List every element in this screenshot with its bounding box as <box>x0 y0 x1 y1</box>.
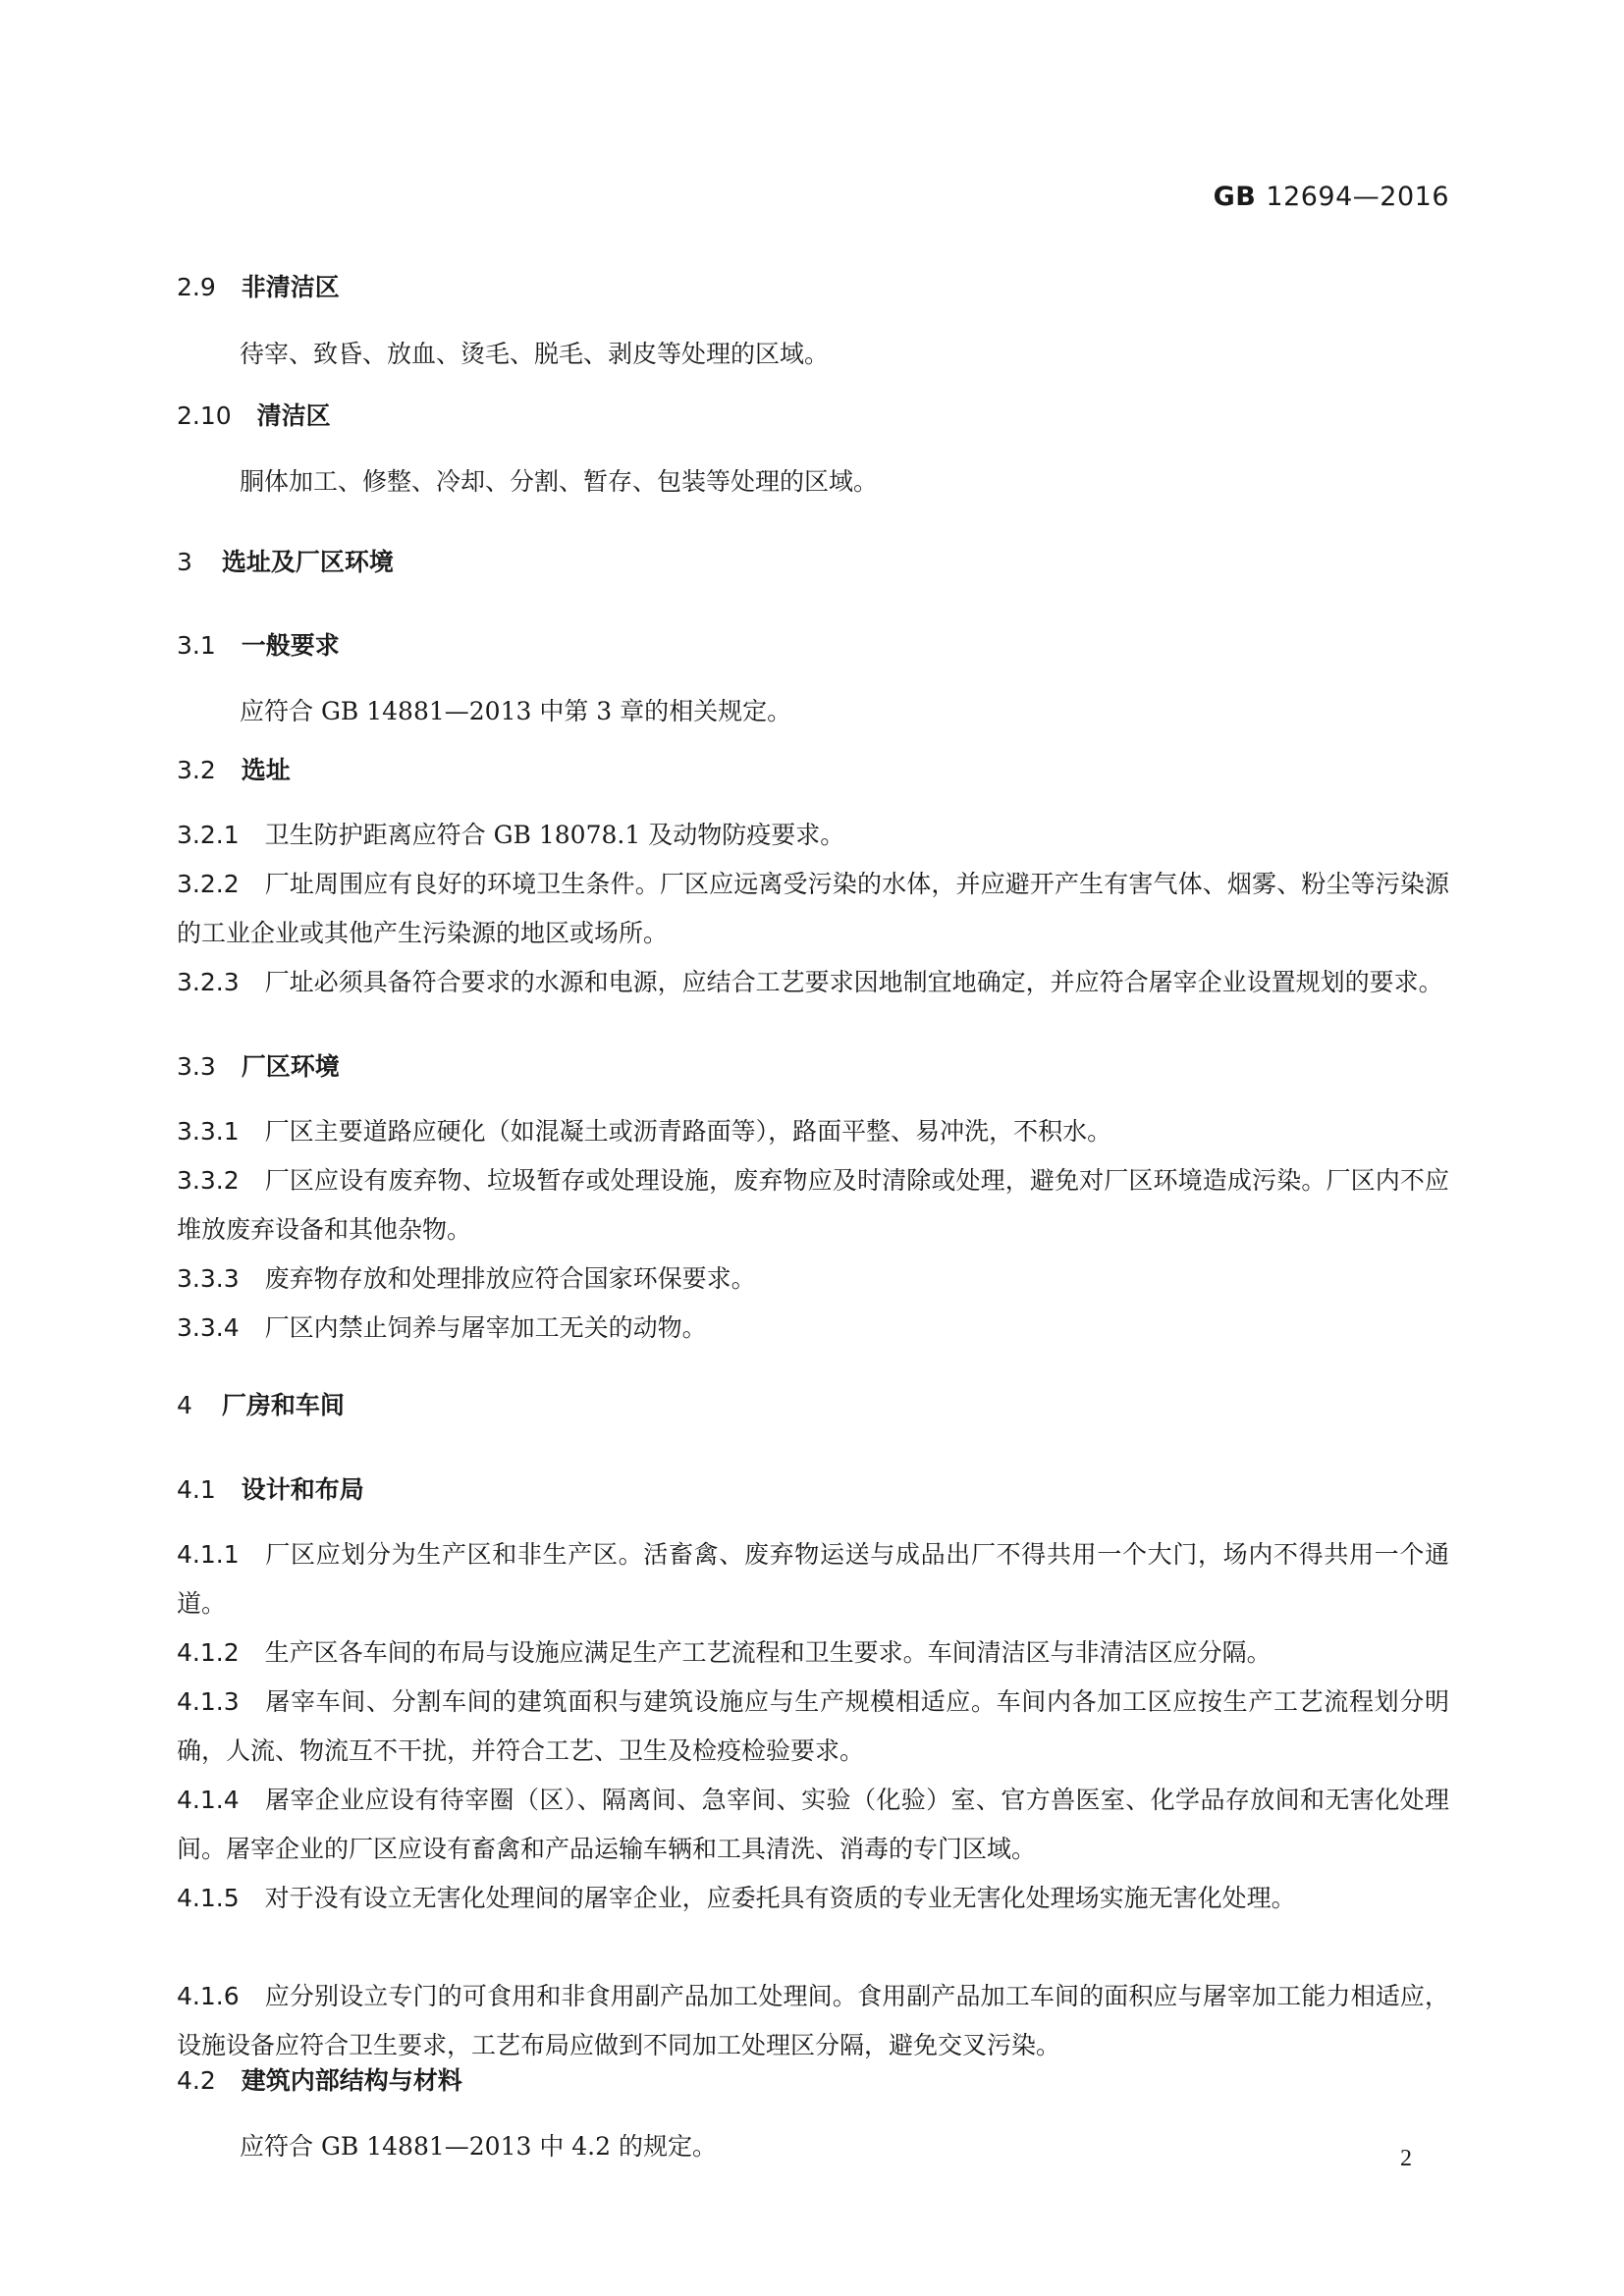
clause-text: 生产区各车间的布局与设施应满足生产工艺流程和卫生要求。车间清洁区与非清洁区应分隔。 <box>264 1638 1272 1667</box>
section-number: 2.10 <box>177 401 232 430</box>
clause-4-1-1 <box>177 1530 1449 1629</box>
clause-number: 4.1.4 <box>177 1786 240 1814</box>
section-title: 非清洁区 <box>241 273 340 301</box>
heading-3-1 <box>177 626 1449 666</box>
clause-number: 3.2.2 <box>177 870 240 898</box>
section-number: 4.1 <box>177 1475 216 1504</box>
clause-3-2-3 <box>177 958 1449 1007</box>
clause-4-1-5 <box>177 1874 1449 1923</box>
paragraph-2-9: 待宰、致昏、放血、烫毛、脱毛、剥皮等处理的区域。 <box>240 340 830 368</box>
clause-number: 3.2.3 <box>177 968 240 996</box>
clause-number: 3.3.2 <box>177 1166 240 1195</box>
clause-text: 应分别设立专门的可食用和非食用副产品加工处理间。食用副产品加工车间的面积应与屠宰加工能力相适应，设施设备应符合卫生要求，工艺布局应做到不同加工处理区分隔，避免交叉污染。 <box>177 1982 1449 2059</box>
section-number: 4.2 <box>177 2066 216 2095</box>
standard-code <box>1214 182 1449 212</box>
clause-text: 厂址必须具备符合要求的水源和电源，应结合工艺要求因地制宜地确定，并应符合屠宰企业设置规划的要求。 <box>264 968 1443 996</box>
clause-number: 3.3.3 <box>177 1264 240 1293</box>
section-number: 4 <box>177 1391 192 1419</box>
heading-3 <box>177 543 1449 582</box>
clause-number: 4.1.3 <box>177 1687 240 1716</box>
clause-3-3-2 <box>177 1156 1449 1255</box>
clause-text: 屠宰企业应设有待宰圈（区）、隔离间、急宰间、实验（化验）室、官方兽医室、化学品存放间和无害化处理间。屠宰企业的厂区应设有畜禽和产品运输车辆和工具清洗、消毒的专门区域。 <box>177 1786 1449 1863</box>
clause-number: 4.1.6 <box>177 1982 240 2010</box>
clause-text: 卫生防护距离应符合 GB 18078.1 及动物防疫要求。 <box>264 821 845 849</box>
standard-prefix: GB <box>1213 182 1257 212</box>
section-number: 3 <box>177 548 192 576</box>
paragraph-4-2: 应符合 GB 14881—2013 中 4.2 的规定。 <box>240 2132 717 2161</box>
clause-text: 厂区主要道路应硬化（如混凝土或沥青路面等），路面平整、易冲洗，不积水。 <box>264 1117 1112 1146</box>
clause-text: 厂区应设有废弃物、垃圾暂存或处理设施，废弃物应及时清除或处理，避免对厂区环境造成污染。厂区内不应堆放废弃设备和其他杂物。 <box>177 1166 1449 1244</box>
heading-2-10 <box>177 397 1449 436</box>
clause-3-2-1 <box>177 811 1449 860</box>
clause-3-3-1 <box>177 1107 1449 1156</box>
clause-number: 3.3.1 <box>177 1117 240 1146</box>
section-title: 选址 <box>241 756 291 784</box>
clause-number: 4.1.5 <box>177 1884 240 1912</box>
clause-4-1-4 <box>177 1776 1449 1874</box>
clause-text: 厂区内禁止饲养与屠宰加工无关的动物。 <box>264 1313 707 1342</box>
clause-3-3-3 <box>177 1255 1449 1304</box>
clause-text: 厂址周围应有良好的环境卫生条件。厂区应远离受污染的水体，并应避开产生有害气体、烟雾、粉尘等污染源的工业企业或其他产生污染源的地区或场所。 <box>177 870 1449 947</box>
clause-number: 3.3.4 <box>177 1313 240 1342</box>
clause-number: 4.1.2 <box>177 1638 240 1667</box>
heading-4-2 <box>177 2061 1449 2101</box>
section-title: 一般要求 <box>241 631 340 660</box>
clause-text: 废弃物存放和处理排放应符合国家环保要求。 <box>264 1264 756 1293</box>
paragraph-2-10: 胴体加工、修整、冷却、分割、暂存、包装等处理的区域。 <box>240 467 879 496</box>
clause-text: 屠宰车间、分割车间的建筑面积与建筑设施应与生产规模相适应。车间内各加工区应按生产工艺流程划分明确，人流、物流互不干扰，并符合工艺、卫生及检疫检验要求。 <box>177 1687 1449 1765</box>
clause-4-1-3 <box>177 1678 1449 1776</box>
heading-4 <box>177 1386 1449 1425</box>
clause-text: 对于没有设立无害化处理间的屠宰企业，应委托具有资质的专业无害化处理场实施无害化处理。 <box>264 1884 1296 1912</box>
section-number: 3.2 <box>177 756 216 784</box>
clause-4-1-2 <box>177 1629 1449 1678</box>
clause-3-3-4 <box>177 1304 1449 1353</box>
clause-text: 厂区应划分为生产区和非生产区。活畜禽、废弃物运送与成品出厂不得共用一个大门，场内不得共用一个通道。 <box>177 1540 1449 1618</box>
section-title: 厂房和车间 <box>221 1391 345 1419</box>
section-title: 选址及厂区环境 <box>221 548 394 576</box>
clause-number: 4.1.1 <box>177 1540 240 1569</box>
section-number: 2.9 <box>177 273 216 301</box>
heading-4-1 <box>177 1470 1449 1510</box>
section-title: 建筑内部结构与材料 <box>241 2066 462 2095</box>
section-title: 厂区环境 <box>241 1052 340 1081</box>
standard-number: 12694—2016 <box>1266 182 1449 212</box>
heading-2-9 <box>177 268 1449 307</box>
section-title: 设计和布局 <box>241 1475 364 1504</box>
heading-3-2 <box>177 751 1449 790</box>
section-title: 清洁区 <box>256 401 331 430</box>
clause-3-2-2 <box>177 860 1449 958</box>
clause-number: 3.2.1 <box>177 821 240 849</box>
section-number: 3.1 <box>177 631 216 660</box>
page-number: 2 <box>1400 2146 1412 2171</box>
clause-4-1-6 <box>177 1972 1449 2070</box>
section-number: 3.3 <box>177 1052 216 1081</box>
paragraph-3-1: 应符合 GB 14881—2013 中第 3 章的相关规定。 <box>240 697 792 725</box>
heading-3-3 <box>177 1047 1449 1087</box>
